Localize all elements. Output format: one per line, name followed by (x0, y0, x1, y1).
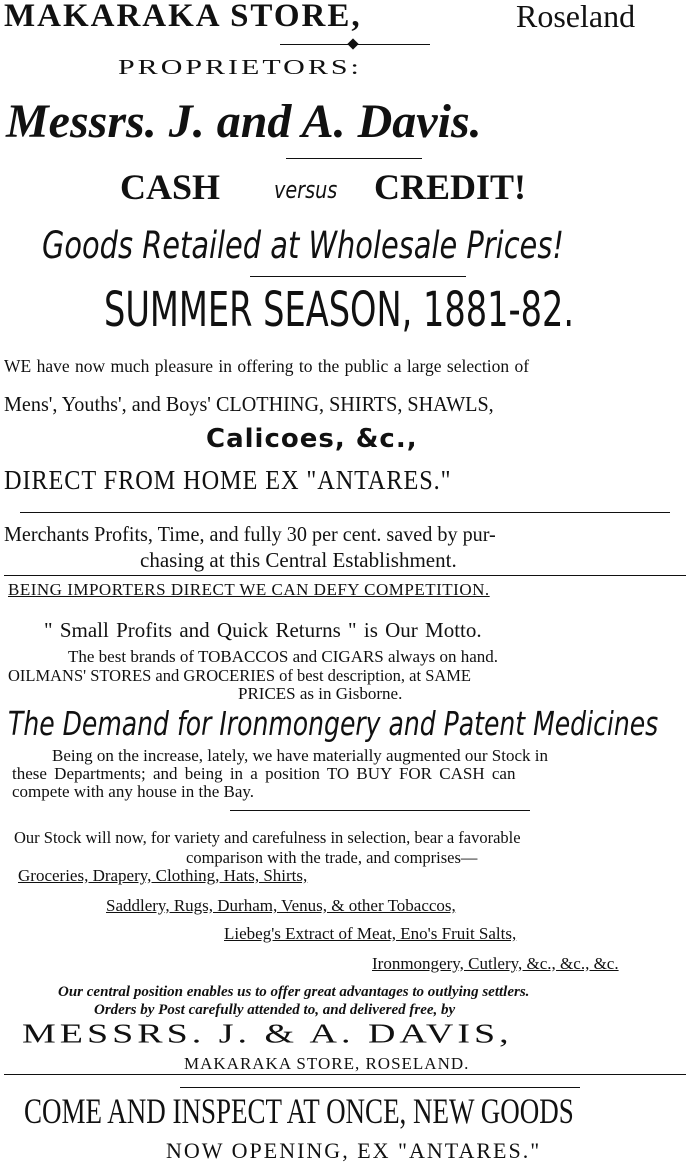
store-location: Roseland (516, 0, 636, 34)
oilmans-line-2: PRICES as in Gisborne. (238, 684, 403, 703)
rule-7 (180, 1087, 580, 1088)
credit-heading: CREDIT! (374, 167, 527, 207)
list-item-3: Liebeg's Extract of Meat, Eno's Fruit Salts, (224, 924, 517, 943)
opening-line: NOW OPENING, EX "ANTARES." (166, 1138, 542, 1163)
diamond-ornament-icon (347, 38, 358, 49)
direct-from-home: DIRECT FROM HOME EX "ANTARES." (4, 465, 452, 495)
merchants-line-2: chasing at this Central Establishment. (140, 548, 457, 572)
list-item-4: Ironmongery, Cutlery, &c., &c., &c. (372, 954, 619, 973)
demand-heading: The Demand for Ironmongery and Patent Medicines (8, 704, 659, 743)
signature: MESSRS. J. & A. DAVIS, (22, 1018, 513, 1049)
calicoes-heading: Calicoes, &c., (206, 424, 418, 454)
proprietors-label: PROPRIETORS: (118, 56, 362, 80)
rule-1 (286, 158, 422, 159)
demand-line-2: these Departments; and being in a position TO BUY FOR CASH can (12, 764, 516, 783)
merchants-line-1: Merchants Profits, Time, and fully 30 per cent. saved by pur- (4, 522, 496, 546)
importers-line: BEING IMPORTERS DIRECT WE CAN DEFY COMPETITION. (8, 580, 490, 599)
retail-line: Goods Retailed at Wholesale Prices! (42, 224, 564, 267)
store-name: MAKARAKA STORE, (4, 0, 362, 34)
rule-4 (4, 575, 686, 576)
rule-3 (20, 512, 670, 513)
list-item-2: Saddlery, Rugs, Durham, Venus, & other Tobaccos, (106, 896, 456, 915)
proprietors-names: Messrs. J. and A. Davis. (6, 95, 482, 148)
rule-2 (250, 276, 466, 277)
intro-line-2: Mens', Youths', and Boys' CLOTHING, SHIRTS, SHAWLS, (4, 392, 494, 416)
inspect-line: COME AND INSPECT AT ONCE, NEW GOODS (24, 1091, 574, 1131)
motto-line: " Small Profits and Quick Returns " is Our Motto. (44, 618, 482, 642)
central-line-2: Orders by Post carefully attended to, and delivered free, by (94, 1002, 456, 1018)
list-item-1: Groceries, Drapery, Clothing, Hats, Shirts, (18, 866, 308, 885)
stock-line-2: comparison with the trade, and comprises— (186, 848, 478, 867)
demand-line-1: Being on the increase, lately, we have materially augmented our Stock in (52, 746, 548, 765)
stock-line-1: Our Stock will now, for variety and carefulness in selection, bear a favorable (14, 828, 521, 847)
oilmans-line-1: OILMANS' STORES and GROCERIES of best description, at SAME (8, 666, 472, 685)
central-line-1: Our central position enables us to offer great advantages to outlying settlers. (58, 984, 530, 1000)
rule-5 (230, 810, 530, 811)
signature-sub: MAKARAKA STORE, ROSELAND. (184, 1054, 470, 1073)
tobaccos-line: The best brands of TOBACCOS and CIGARS always on hand. (68, 647, 499, 666)
versus-label: versus (274, 176, 338, 204)
cash-heading: CASH (120, 167, 221, 207)
intro-line-1: WE have now much pleasure in offering to the public a large selection of (4, 356, 530, 376)
season-heading: SUMMER SEASON, 1881-82. (104, 282, 575, 338)
rule-6 (4, 1074, 686, 1075)
demand-line-3: compete with any house in the Bay. (12, 782, 255, 801)
